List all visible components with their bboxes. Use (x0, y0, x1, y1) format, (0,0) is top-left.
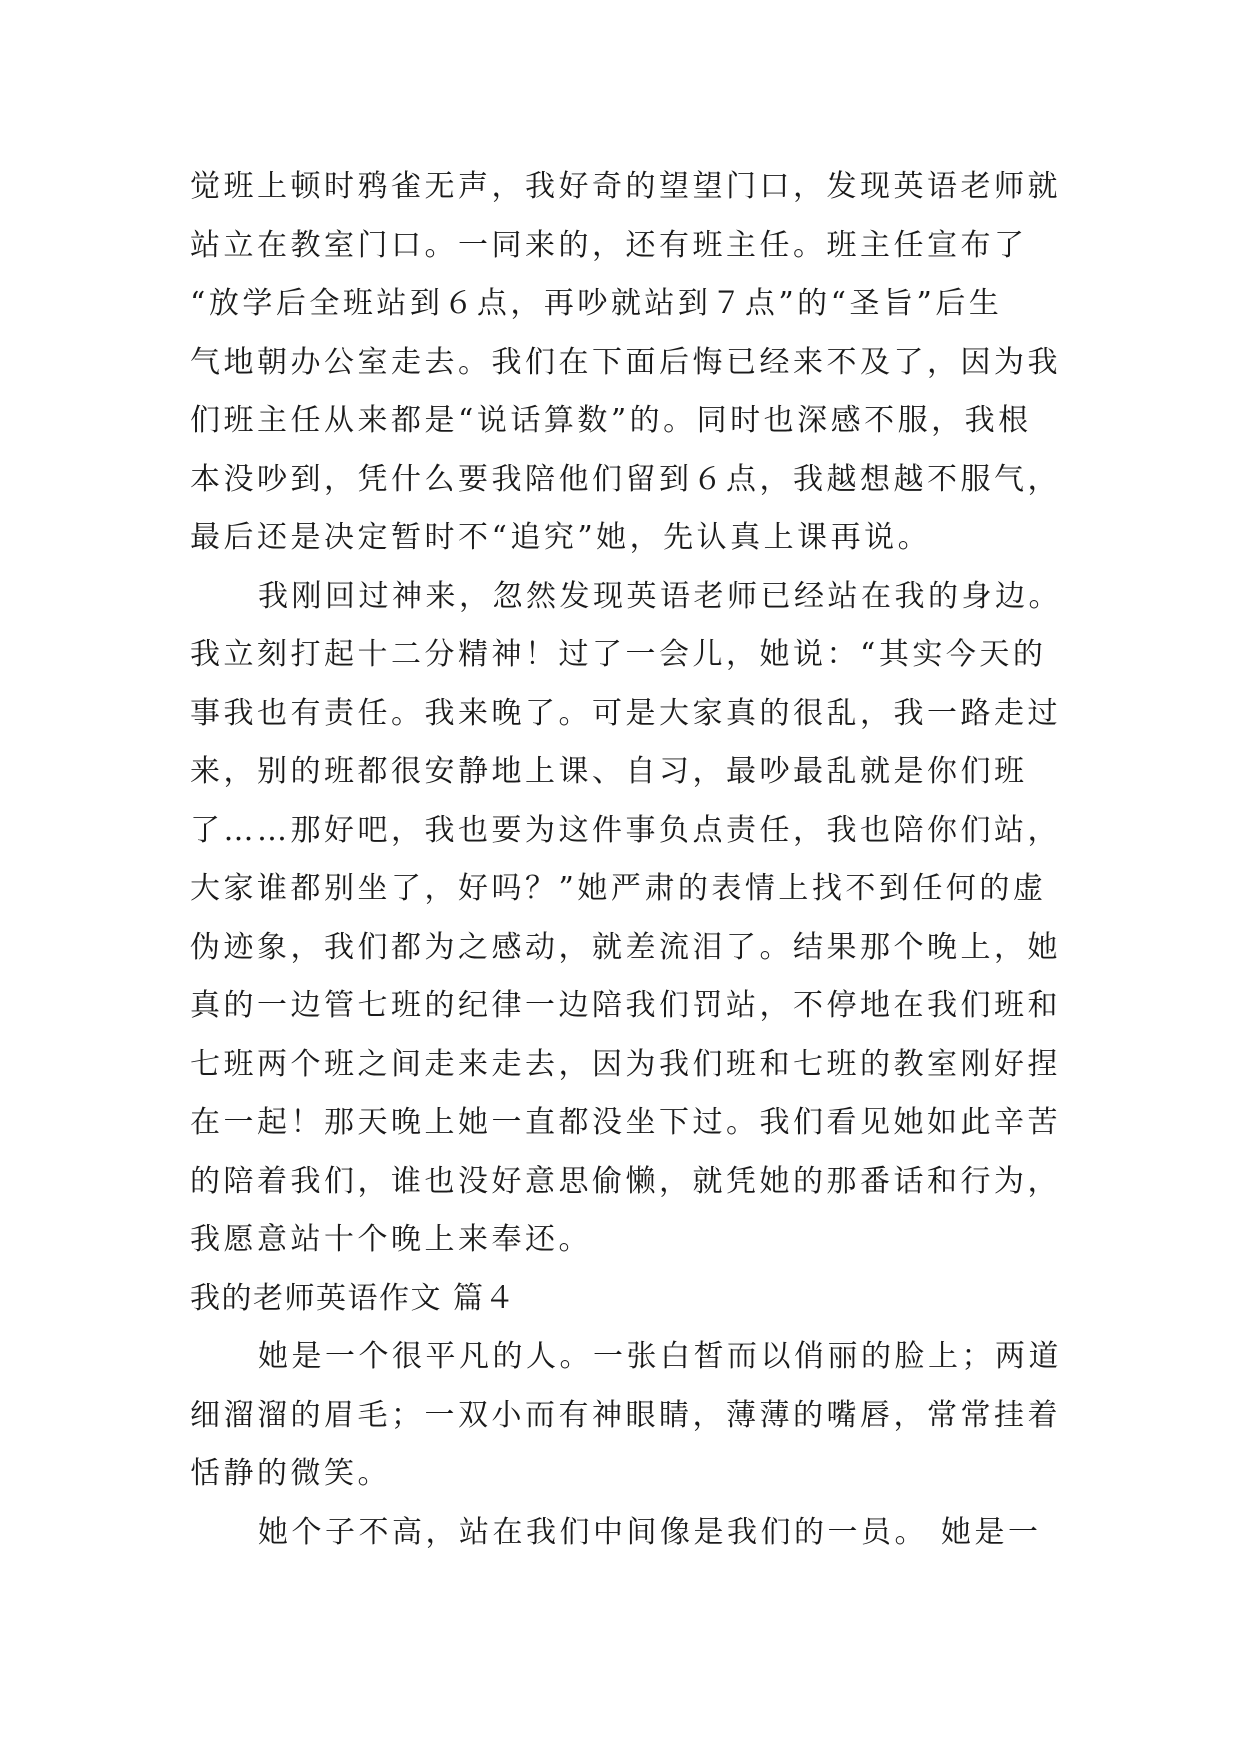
text-line: 恬静的微笑。 (190, 1456, 391, 1491)
text-line: 伪迹象，我们都为之感动，就差流泪了。结果那个晚上，她 (190, 929, 1061, 965)
paragraph-first-line: 她个子不高，站在我们中间像是我们的一员。 她是一 (258, 1514, 1042, 1550)
text-line: 觉班上顿时鸦雀无声，我好奇的望望门口，发现英语老师就 (190, 169, 1061, 204)
text-line: 气地朝办公室走去。我们在下面后悔已经来不及了，因为我 (190, 344, 1061, 380)
text-line: 最后还是决定暂时不“追究”她，先认真上课再说。 (190, 520, 932, 555)
text-line: 七班两个班之间走来走去，因为我们班和七班的教室刚好捏 (190, 1046, 1061, 1082)
paragraph-first-line: 她是一个很平凡的人。一张白皙而以俏丽的脸上；两道 (258, 1339, 1062, 1374)
text-line: 了……那好吧，我也要为这件事负点责任，我也陪你们站， (190, 812, 1061, 848)
text-line: 真的一边管七班的纪律一边陪我们罚站，不停地在我们班和 (190, 988, 1061, 1023)
document-body (190, 158, 1065, 1562)
text-line: 们班主任从来都是“说话算数”的。同时也深感不服，我根 (190, 403, 1032, 438)
text-line: 大家谁都别坐了，好吗？”她严肃的表情上找不到任何的虚 (190, 871, 1047, 906)
text-line: 在一起！那天晚上她一直都没坐下过。我们看见她如此辛苦 (190, 1105, 1061, 1140)
text-line: “放学后全班站到６点，再吵就站到７点”的“圣旨”后生 (190, 286, 1003, 321)
text-line: 来，别的班都很安静地上课、自习，最吵最乱就是你们班 (190, 754, 1028, 789)
text-line: 本没吵到，凭什么要我陪他们留到６点，我越想越不服气， (190, 461, 1061, 497)
section-heading: 我的老师英语作文 篇４ (190, 1280, 517, 1316)
text-line: 事我也有责任。我来晚了。可是大家真的很乱，我一路走过 (190, 695, 1061, 731)
text-line: 我愿意站十个晚上来奉还。 (190, 1222, 592, 1257)
paragraph-first-line: 我刚回过神来，忽然发现英语老师已经站在我的身边。 (258, 578, 1062, 614)
text-line: 的陪着我们，谁也没好意思偷懒，就凭她的那番话和行为， (190, 1163, 1061, 1199)
text-line: 站立在教室门口。一同来的，还有班主任。班主任宣布了 (190, 227, 1028, 263)
text-line: 细溜溜的眉毛；一双小而有神眼睛，薄薄的嘴唇，常常挂着 (190, 1397, 1061, 1433)
text-line: 我立刻打起十二分精神！过了一会儿，她说：“其实今天的 (190, 637, 1047, 672)
